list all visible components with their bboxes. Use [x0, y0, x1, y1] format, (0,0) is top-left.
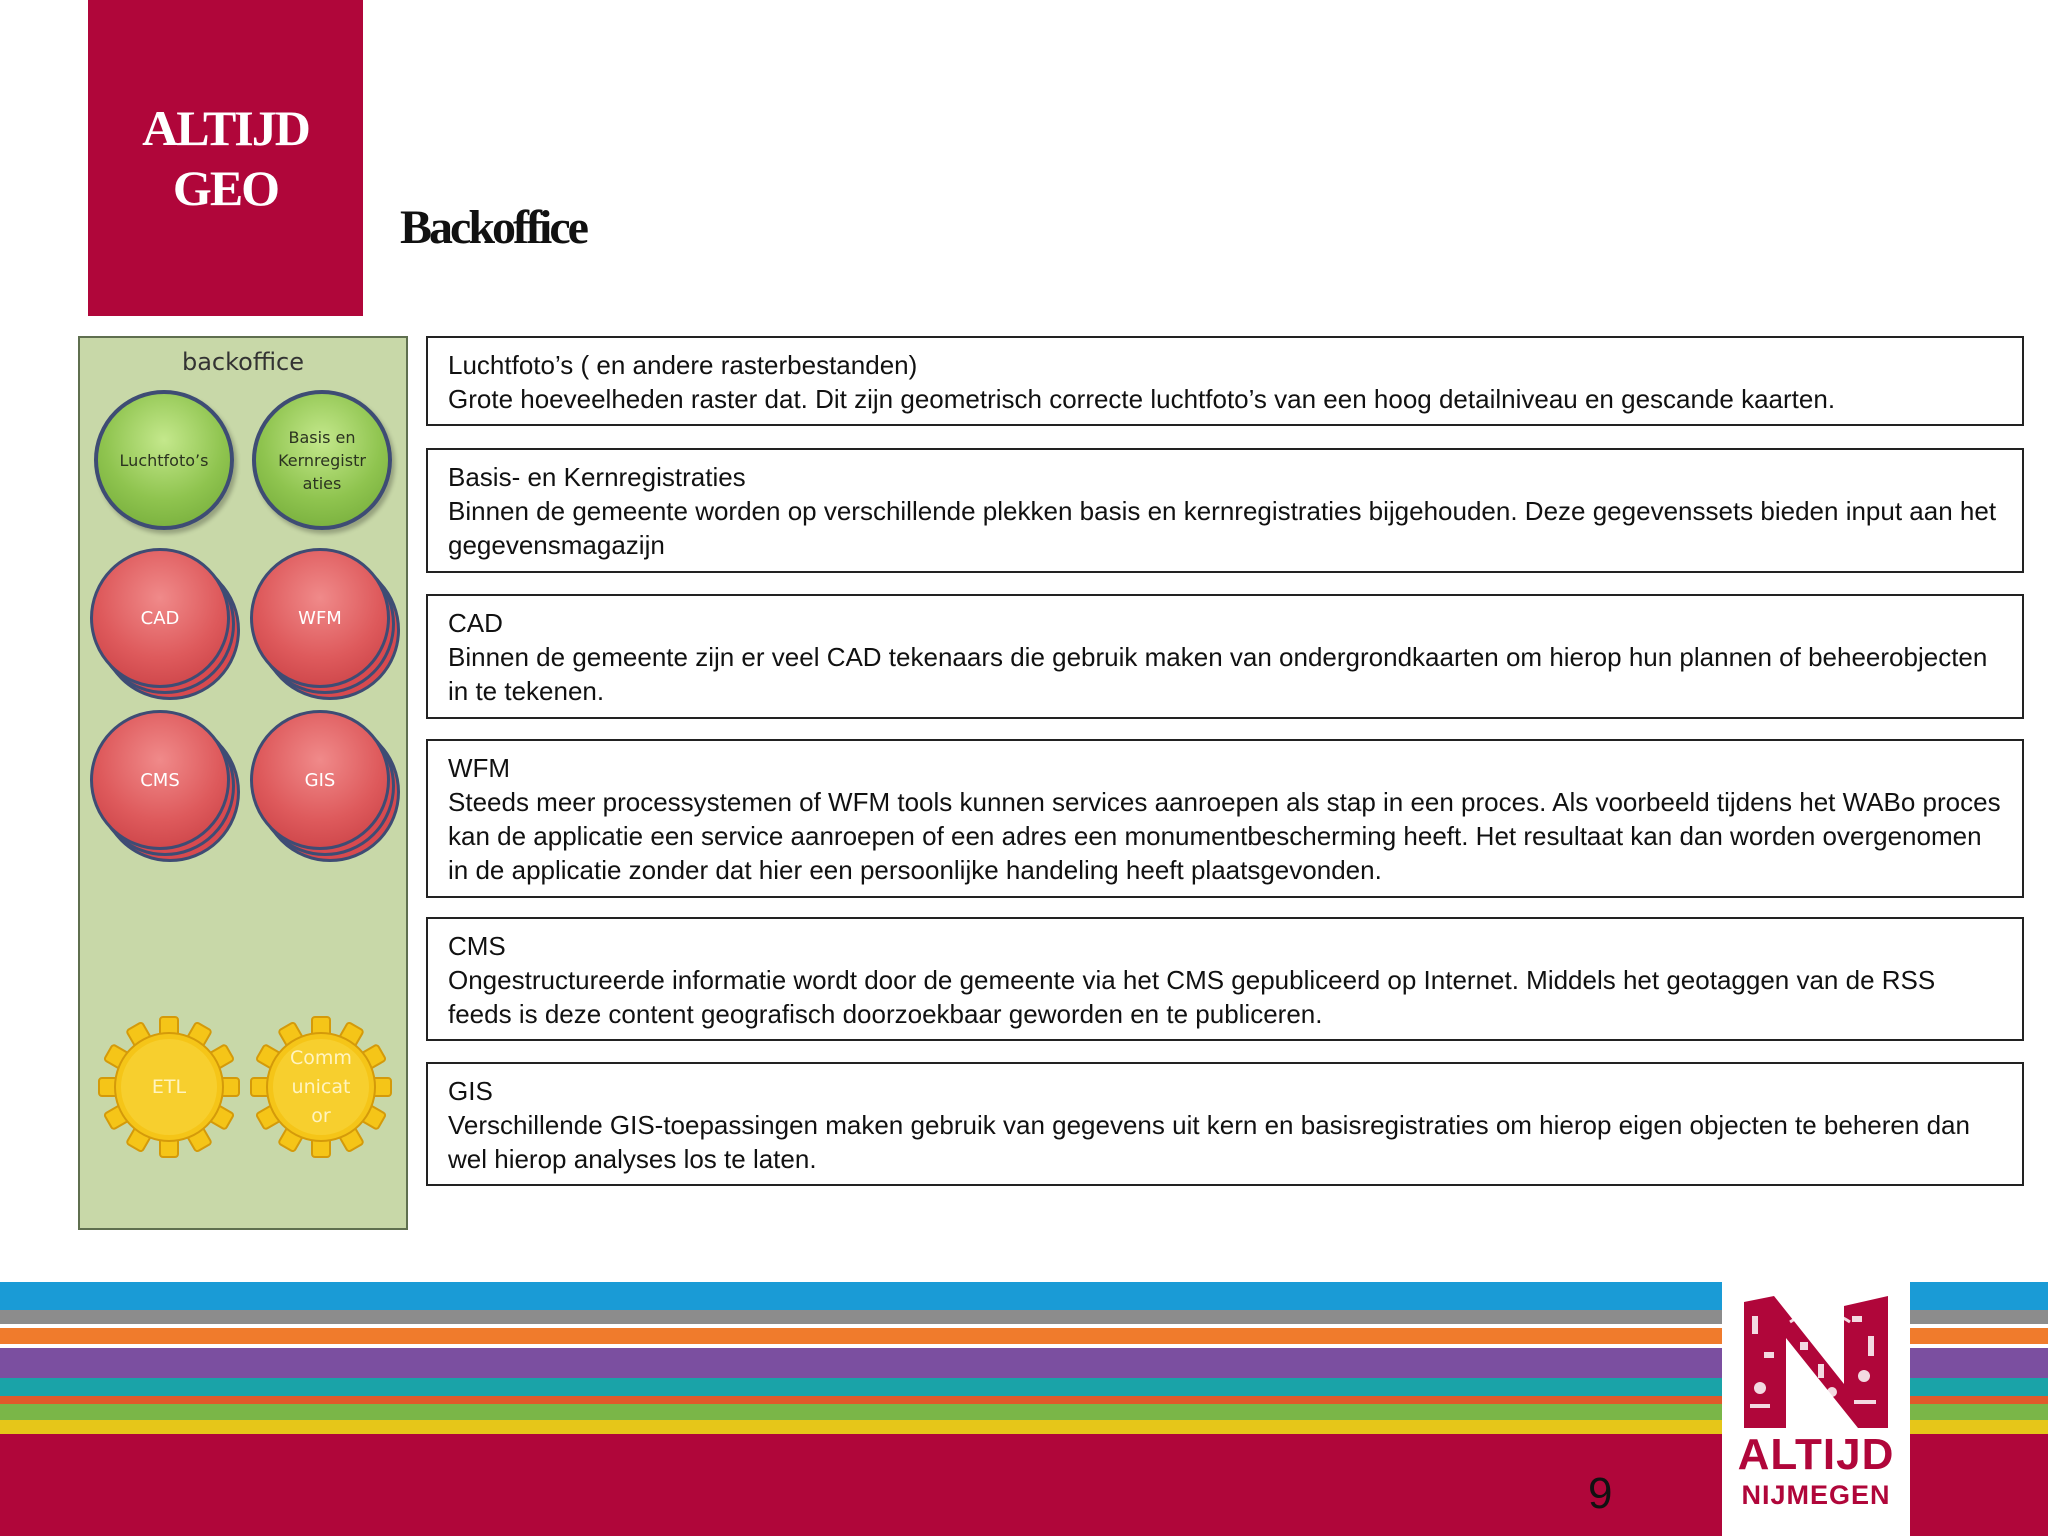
- node-cms-face: [90, 710, 230, 850]
- section-body: Binnen de gemeente worden op verschillende plekken basis en kernregistraties bijgehouden. Deze gegevenssets bieden input aan het gegevensmagazijn: [448, 496, 1997, 560]
- section-cms: [426, 917, 2024, 1041]
- section-body: Verschillende GIS-toepassingen maken gebruik van gegevens uit kern en basisregistraties om hierop eigen objecten te beheren dan wel hierop analyses los te laten.: [448, 1110, 1970, 1174]
- node-wfm-face: [250, 548, 390, 688]
- section-heading: Basis- en Kernregistraties: [448, 462, 746, 492]
- node-communicator-label-3: or: [311, 1104, 331, 1127]
- section-heading: CMS: [448, 931, 506, 961]
- logo-text-nijmegen: NIJMEGEN: [1741, 1480, 1891, 1510]
- page-title: Backoffice: [400, 201, 586, 254]
- section-luchtfoto: [426, 336, 2024, 426]
- node-etl-label: ETL: [151, 1075, 187, 1098]
- node-cad-face: [90, 548, 230, 688]
- logo-text-altijd: ALTIJD: [1737, 1430, 1895, 1479]
- brand-line-1: ALTIJD: [142, 100, 309, 156]
- section-cad: [426, 594, 2024, 719]
- node-communicator-label-2: unicat: [291, 1075, 351, 1098]
- node-wfm-label: WFM: [298, 607, 342, 629]
- brand-line-2: GEO: [172, 160, 279, 216]
- section-gis: [426, 1062, 2024, 1186]
- nijmegen-n-logo-icon: [1740, 1292, 1892, 1432]
- page-number: 9: [1588, 1469, 1613, 1518]
- node-gis-face: [250, 710, 390, 850]
- node-communicator-label-1: Comm: [290, 1046, 352, 1069]
- section-body: Binnen de gemeente zijn er veel CAD tekenaars die gebruik maken van ondergrondkaarten om hierop hun plannen of beheerobjecten in te tekenen.: [448, 642, 1988, 706]
- altijd-nijmegen-logo: [1722, 1282, 1910, 1536]
- node-luchtfoto: [94, 390, 234, 530]
- section-body: Ongestructureerde informatie wordt door de gemeente via het CMS gepubliceerd op Internet. Middels het geotaggen van de RSS feeds is deze content geografisch doorzoekbaar geworden en te publiceren.: [448, 965, 1936, 1029]
- section-wfm: [426, 739, 2024, 898]
- node-communicator: [246, 1012, 396, 1162]
- section-body: Steeds meer processystemen of WFM tools kunnen services aanroepen als stap in een proces. Als voorbeeld tijdens het WABo proces kan de applicatie een service aanroepen of een adres een monumentbescherming heeft. Het resultaat kan dan worden overgenomen in de applicatie zonder dat hier een persoonlijke handeling heeft plaatsgevonden.: [448, 787, 2001, 885]
- node-cad: [90, 548, 240, 698]
- node-cms-label: CMS: [140, 769, 180, 791]
- node-communicator-label: [276, 1042, 366, 1132]
- node-basis-label-2: Kernregistr: [278, 450, 366, 470]
- section-heading: Luchtfoto’s ( en andere rasterbestanden): [448, 350, 918, 380]
- node-basis-kernregistraties: [252, 390, 392, 530]
- brand-block: [88, 0, 363, 316]
- node-basis-label-3: aties: [302, 473, 342, 493]
- node-wfm: [250, 548, 400, 698]
- node-cad-label: CAD: [140, 607, 180, 629]
- section-heading: GIS: [448, 1076, 493, 1106]
- section-basis-kernregistraties: [426, 448, 2024, 573]
- section-heading: WFM: [448, 753, 511, 783]
- diagram-title: backoffice: [181, 348, 305, 376]
- node-cms: [90, 710, 240, 860]
- node-etl: [94, 1012, 244, 1162]
- section-body: Grote hoeveelheden raster dat. Dit zijn geometrisch correcte luchtfoto’s van een hoog detailniveau en gescande kaarten.: [448, 384, 1836, 414]
- backoffice-diagram: [78, 336, 408, 1230]
- node-luchtfoto-label: Luchtfoto’s: [119, 450, 209, 470]
- node-gis: [250, 710, 400, 860]
- node-gis-label: GIS: [304, 769, 336, 791]
- node-basis-label-1: Basis en: [288, 427, 356, 447]
- section-heading: CAD: [448, 608, 503, 638]
